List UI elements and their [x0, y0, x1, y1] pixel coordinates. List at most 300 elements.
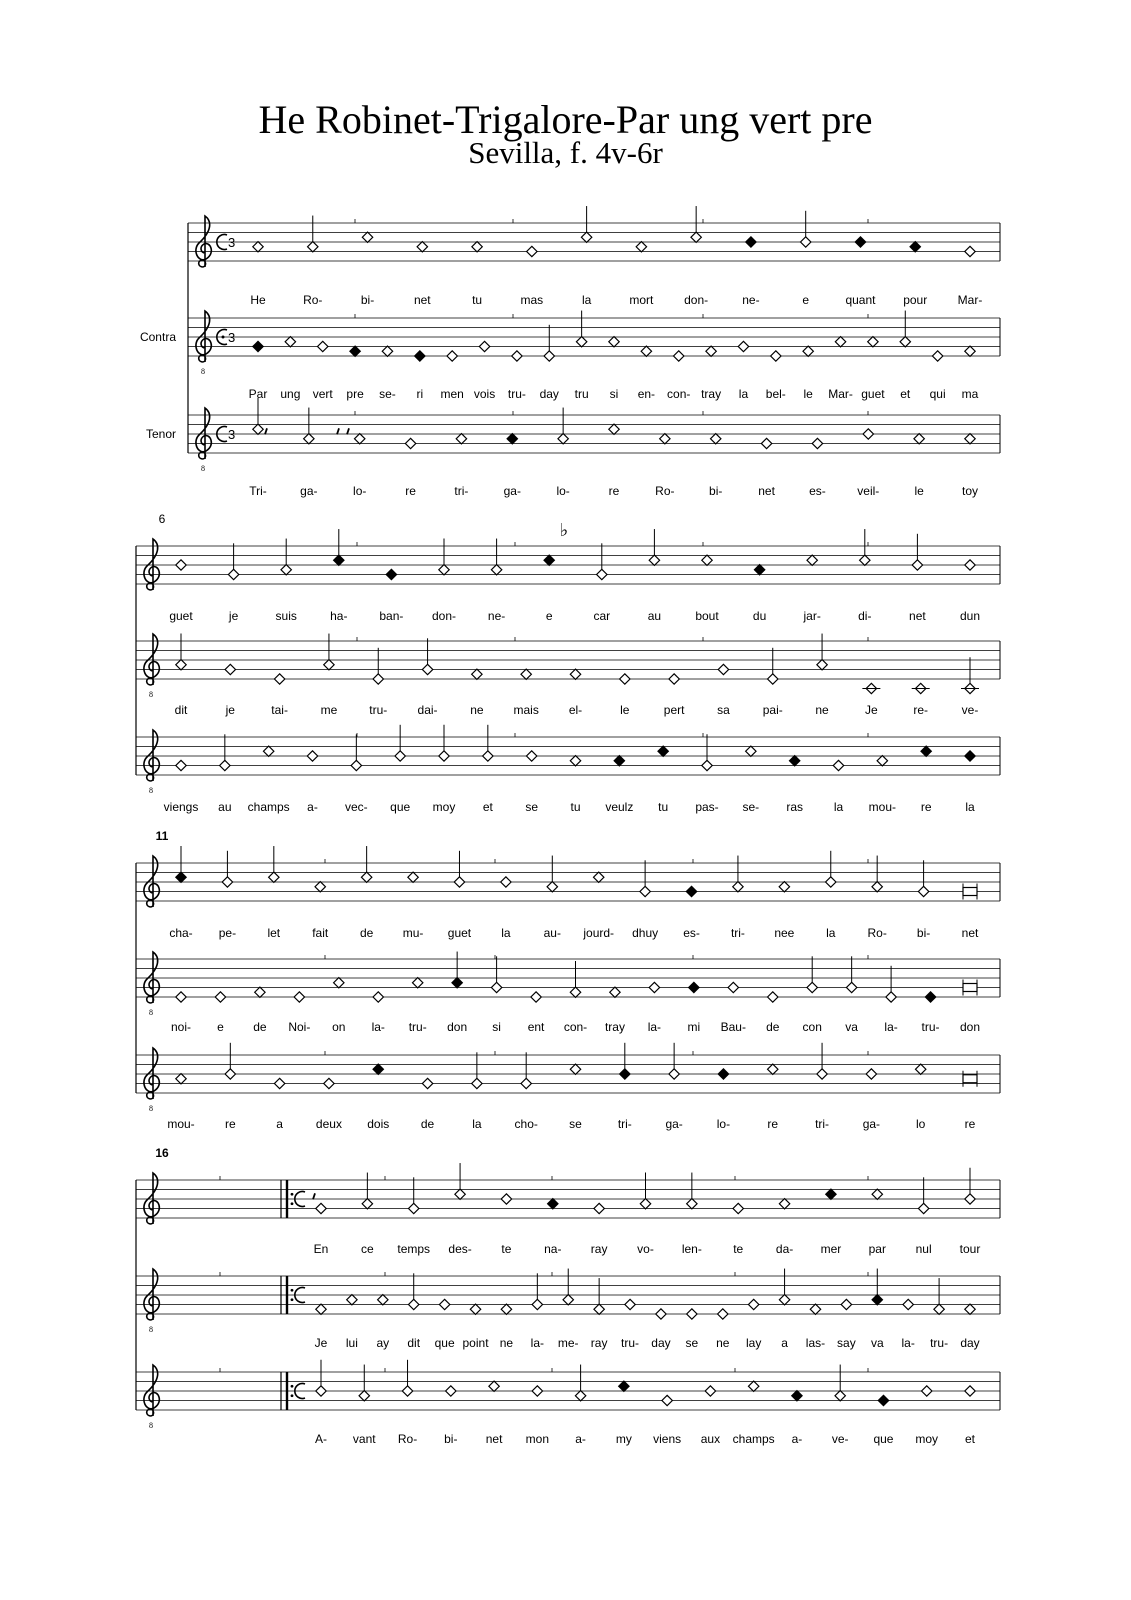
- lyric-line: [171, 1020, 980, 1034]
- note: [491, 956, 501, 992]
- note: [620, 674, 630, 684]
- note: [687, 1173, 697, 1209]
- note: [812, 438, 822, 448]
- note: [324, 634, 334, 670]
- repeat-dot: [291, 1298, 294, 1301]
- note: [965, 346, 975, 356]
- octave-eight-mark: 8: [149, 690, 153, 699]
- treble-clef-icon: [196, 216, 211, 267]
- lyric-syllable: ga-: [862, 1117, 881, 1131]
- lyric-syllable: point: [462, 1336, 489, 1350]
- note: [669, 674, 679, 684]
- lyric-syllable: ga-: [665, 1117, 683, 1131]
- note: [581, 206, 591, 242]
- lyric-syllable: pas-: [695, 800, 719, 814]
- note: [934, 1278, 944, 1314]
- lyric-syllable: noi-: [170, 1020, 192, 1034]
- repeat-dot: [291, 1385, 294, 1388]
- note: [408, 872, 418, 882]
- lyric-syllable: tai-: [271, 703, 288, 717]
- note: [689, 982, 699, 992]
- note: [315, 882, 325, 892]
- note: [718, 664, 728, 674]
- note: [625, 1299, 635, 1309]
- lyric-syllable: tru-: [921, 1020, 940, 1034]
- note: [761, 438, 771, 448]
- lyric-syllable: lui: [345, 1336, 358, 1350]
- lyric-syllable: ban-: [379, 609, 404, 623]
- lyric-line: [250, 293, 982, 307]
- note: [253, 242, 263, 252]
- lyric-syllable: tri-: [454, 484, 469, 498]
- note: [439, 725, 449, 761]
- note: [918, 860, 928, 896]
- note: [176, 760, 186, 770]
- note: [912, 683, 930, 693]
- note: [649, 529, 659, 565]
- note: [228, 543, 238, 579]
- lyric-syllable: ne: [499, 1336, 514, 1350]
- lyric-syllable: ent: [527, 1020, 545, 1034]
- octave-eight-mark: 8: [201, 367, 205, 376]
- lyric-syllable: lo-: [716, 1117, 731, 1131]
- octave-eight-mark: 8: [201, 464, 205, 473]
- note: [422, 638, 432, 674]
- note: [833, 760, 843, 770]
- note: [597, 543, 607, 579]
- lyric-syllable: pour: [903, 293, 928, 307]
- lyric-syllable: quant: [845, 293, 876, 307]
- lyric-syllable: a-: [575, 1432, 586, 1446]
- lyric-syllable: deux: [315, 1117, 342, 1131]
- note: [789, 756, 799, 766]
- staff: [136, 959, 1000, 997]
- octave-eight-mark: 8: [149, 1421, 153, 1430]
- note: [316, 1203, 326, 1213]
- note: [334, 529, 344, 565]
- voice-label: Tenor: [145, 427, 176, 441]
- lyric-syllable: e: [217, 1020, 224, 1034]
- note: [382, 346, 392, 356]
- lyric-syllable: net: [909, 609, 926, 623]
- lyric-syllable: Ro-: [655, 484, 675, 498]
- lyric-syllable: va: [870, 1336, 884, 1350]
- note: [810, 1304, 820, 1314]
- note: [860, 529, 870, 565]
- lyric-syllable: pai-: [762, 703, 783, 717]
- note: [817, 634, 827, 670]
- lyric-syllable: la: [472, 1117, 482, 1131]
- note: [222, 851, 232, 887]
- lyric-syllable: re: [964, 1117, 976, 1131]
- note: [532, 1386, 542, 1396]
- lyric-syllable: vo-: [637, 1242, 654, 1256]
- flat-icon: ♭: [559, 520, 569, 541]
- lyric-syllable: He: [250, 293, 266, 307]
- note: [925, 992, 935, 1002]
- lyric-syllable: ha-: [330, 609, 348, 623]
- note: [841, 1299, 851, 1309]
- treble-clef-icon: [144, 730, 159, 795]
- lyric-syllable: tri-: [617, 1117, 632, 1131]
- lyric-syllable: et: [964, 1432, 976, 1446]
- lyric-syllable: car: [593, 609, 611, 623]
- lyric-syllable: vec-: [344, 800, 368, 814]
- note: [263, 746, 273, 756]
- note: [395, 725, 405, 761]
- note: [768, 992, 778, 1002]
- lyric-line: [164, 800, 975, 814]
- lyric-syllable: tru-: [408, 1020, 427, 1034]
- note: [269, 846, 279, 882]
- note: [702, 734, 712, 770]
- lyric-syllable: A-: [315, 1432, 327, 1446]
- note: [544, 325, 554, 361]
- lyric-syllable: dit: [407, 1336, 421, 1350]
- lyric-syllable: te: [501, 1242, 512, 1256]
- lyric-syllable: re: [224, 1117, 236, 1131]
- staff: [188, 318, 1000, 356]
- note: [409, 1273, 419, 1309]
- note: [176, 560, 186, 570]
- lyric-syllable: guet: [861, 387, 885, 401]
- lyric-syllable: tru-: [369, 703, 388, 717]
- svg-text:3: 3: [228, 235, 236, 250]
- lyric-syllable: Par: [248, 387, 268, 401]
- note: [576, 311, 586, 347]
- note: [563, 1269, 573, 1305]
- lyric-line: [167, 1117, 975, 1131]
- repeat-dot: [291, 1193, 294, 1196]
- note: [656, 1309, 666, 1319]
- note: [733, 856, 743, 892]
- lyric-syllable: cho-: [514, 1117, 538, 1131]
- lyric-line: [249, 387, 979, 401]
- measure-number: 6: [158, 512, 166, 526]
- lyric-syllable: nul: [915, 1242, 932, 1256]
- lyric-syllable: ras: [786, 800, 804, 814]
- note: [439, 1299, 449, 1309]
- lyric-syllable: aux: [700, 1432, 721, 1446]
- lyric-syllable: le: [620, 703, 630, 717]
- lyric-syllable: len-: [681, 1242, 702, 1256]
- note: [636, 242, 646, 252]
- treble-clef-icon: [144, 952, 159, 1003]
- lyric-syllable: jar-: [803, 609, 821, 623]
- note: [324, 1078, 334, 1088]
- lyric-syllable: na-: [544, 1242, 562, 1256]
- note: [640, 1173, 650, 1209]
- note: [350, 346, 360, 356]
- note: [746, 237, 756, 247]
- lyric-syllable: don: [959, 1020, 981, 1034]
- lyric-syllable: net: [758, 484, 775, 498]
- lyric-syllable: ce: [361, 1242, 374, 1256]
- lyric-syllable: se: [525, 800, 539, 814]
- note: [702, 555, 712, 565]
- lyric-syllable: si: [609, 387, 619, 401]
- note: [402, 1360, 412, 1396]
- lyric-syllable: que: [434, 1336, 455, 1350]
- note: [274, 1078, 284, 1088]
- treble-clef-icon: [144, 856, 159, 907]
- lyric-syllable: viens: [653, 1432, 682, 1446]
- note: [807, 956, 817, 992]
- note: [285, 337, 295, 347]
- lyric-syllable: don-: [684, 293, 709, 307]
- lyric-syllable: je: [228, 609, 239, 623]
- note: [609, 337, 619, 347]
- lyric-syllable: say: [837, 1336, 856, 1350]
- note: [255, 987, 265, 997]
- lyric-syllable: Bau-: [720, 1020, 746, 1034]
- note: [373, 648, 383, 684]
- lyric-syllable: guet: [169, 609, 193, 623]
- note: [878, 1395, 888, 1405]
- lyric-syllable: tu: [570, 800, 581, 814]
- note: [687, 1309, 697, 1319]
- lyric-syllable: ne: [716, 1336, 730, 1350]
- lyric-syllable: mu-: [402, 926, 424, 940]
- lyric-syllable: que: [873, 1432, 894, 1446]
- note: [386, 569, 396, 579]
- lyric-syllable: ve-: [961, 703, 979, 717]
- lyric-syllable: tray: [604, 1020, 625, 1034]
- note: [746, 746, 756, 756]
- note: [316, 1304, 326, 1314]
- lyric-line: [315, 1432, 976, 1446]
- voice-label: Contra: [139, 330, 176, 344]
- note: [800, 211, 810, 247]
- lyric-syllable: Je: [865, 703, 878, 717]
- note: [415, 351, 425, 361]
- note: [965, 751, 975, 761]
- note: [176, 992, 186, 1002]
- note: [521, 669, 531, 679]
- note: [748, 1381, 758, 1391]
- note: [792, 1391, 802, 1401]
- note: [619, 1381, 629, 1391]
- lyric-syllable: qui: [929, 387, 946, 401]
- note: [544, 555, 554, 565]
- lyric-syllable: de: [766, 1020, 780, 1034]
- source-subtitle: Sevilla, f. 4v-6r: [468, 135, 663, 170]
- lyric-syllable: nee: [774, 926, 795, 940]
- lyric-syllable: ne-: [487, 609, 506, 623]
- lyric-syllable: con-: [667, 387, 691, 401]
- rest-icon: [313, 1193, 315, 1199]
- note: [501, 1194, 511, 1204]
- lyric-syllable: tru-: [621, 1336, 640, 1350]
- note: [594, 1203, 604, 1213]
- note: [470, 1304, 480, 1314]
- lyric-syllable: ma: [961, 387, 979, 401]
- lyric-syllable: a: [276, 1117, 283, 1131]
- note: [456, 434, 466, 444]
- lyric-syllable: re: [920, 800, 932, 814]
- lyric-syllable: vant: [352, 1432, 376, 1446]
- lyric-syllable: la: [581, 293, 592, 307]
- note: [362, 232, 372, 242]
- note: [705, 1386, 715, 1396]
- lyric-syllable: tru: [574, 387, 589, 401]
- treble-clef-icon: [144, 1269, 159, 1320]
- lyric-syllable: es-: [683, 926, 700, 940]
- note: [274, 674, 284, 684]
- note: [718, 1069, 728, 1079]
- lyric-syllable: bi-: [360, 293, 375, 307]
- lyric-syllable: a-: [791, 1432, 803, 1446]
- note: [176, 1074, 186, 1084]
- note: [318, 341, 328, 351]
- note: [872, 856, 882, 892]
- lyric-syllable: e: [545, 609, 553, 623]
- lyric-syllable: ne: [815, 703, 829, 717]
- note: [373, 1064, 383, 1074]
- lyric-syllable: mort: [629, 293, 654, 307]
- note: [547, 856, 557, 892]
- note: [965, 434, 975, 444]
- lyric-syllable: e: [802, 293, 810, 307]
- svg-text:3: 3: [228, 330, 236, 345]
- note: [846, 956, 856, 992]
- note: [355, 434, 365, 444]
- lyric-syllable: bi-: [444, 1432, 458, 1446]
- lyric-syllable: el-: [568, 703, 583, 717]
- lyric-syllable: la-: [647, 1020, 662, 1034]
- note: [706, 346, 716, 356]
- lyric-syllable: ne-: [742, 293, 760, 307]
- note: [903, 1299, 913, 1309]
- lyric-syllable: ne: [470, 703, 484, 717]
- note: [771, 351, 781, 361]
- staff: [188, 223, 1000, 261]
- note: [294, 992, 304, 1002]
- note: [803, 346, 813, 356]
- note: [405, 438, 415, 448]
- note: [649, 982, 659, 992]
- octave-eight-mark: 8: [149, 786, 153, 795]
- lyric-syllable: En: [313, 1242, 329, 1256]
- note: [558, 408, 568, 444]
- note: [176, 634, 186, 670]
- note: [738, 341, 748, 351]
- note: [900, 311, 910, 347]
- note: [526, 751, 536, 761]
- lyric-syllable: sa: [717, 703, 730, 717]
- note: [479, 341, 489, 351]
- note: [768, 1064, 778, 1074]
- note: [826, 1189, 836, 1199]
- note: [316, 1360, 326, 1396]
- lyric-syllable: lo-: [556, 484, 570, 498]
- lyric-syllable: la-: [530, 1336, 545, 1350]
- note: [963, 980, 977, 996]
- note: [447, 351, 457, 361]
- lyric-syllable: a-: [307, 800, 318, 814]
- measure-number: 11: [155, 829, 169, 843]
- note: [361, 846, 371, 882]
- lyric-syllable: temps: [397, 1242, 431, 1256]
- note: [594, 872, 604, 882]
- lyric-syllable: la: [501, 926, 511, 940]
- note: [351, 734, 361, 770]
- note: [507, 434, 517, 444]
- lyric-syllable: es-: [809, 484, 826, 498]
- note: [660, 434, 670, 444]
- note: [307, 751, 317, 761]
- note: [779, 1199, 789, 1209]
- lyric-syllable: le: [803, 387, 813, 401]
- note: [452, 952, 462, 988]
- note: [378, 1295, 388, 1305]
- lyric-line: [169, 609, 980, 623]
- note: [961, 657, 979, 693]
- lyric-syllable: di-: [858, 609, 872, 623]
- note: [711, 434, 721, 444]
- note: [548, 1199, 558, 1209]
- lyric-syllable: fait: [312, 926, 329, 940]
- lyric-line: [169, 926, 979, 940]
- note: [872, 1269, 882, 1305]
- note: [807, 555, 817, 565]
- lyric-syllable: ung: [280, 387, 301, 401]
- lyric-syllable: tru-: [930, 1336, 949, 1350]
- lyric-syllable: mais: [513, 703, 539, 717]
- note: [686, 886, 696, 896]
- lyric-syllable: dois: [367, 1117, 390, 1131]
- lyric-line: [175, 703, 979, 717]
- note: [359, 1365, 369, 1401]
- lyric-syllable: Ro-: [867, 926, 887, 940]
- note: [489, 1381, 499, 1391]
- lyric-syllable: Ro-: [303, 293, 323, 307]
- lyric-syllable: mon: [525, 1432, 550, 1446]
- treble-clef-icon: [196, 311, 211, 362]
- lyric-syllable: tu: [472, 293, 483, 307]
- note: [965, 1168, 975, 1204]
- lyric-syllable: la-: [371, 1020, 385, 1034]
- lyric-syllable: la: [965, 800, 975, 814]
- lyric-syllable: net: [485, 1432, 503, 1446]
- repeat-dot: [291, 1289, 294, 1292]
- note: [965, 560, 975, 570]
- note: [669, 1043, 679, 1079]
- note: [914, 434, 924, 444]
- note: [674, 351, 684, 361]
- note: [575, 1365, 585, 1401]
- note: [868, 337, 878, 347]
- lyric-syllable: veil-: [857, 484, 880, 498]
- lyric-syllable: on: [332, 1020, 346, 1034]
- note: [863, 429, 873, 439]
- lyric-syllable: dai-: [417, 703, 438, 717]
- note: [640, 860, 650, 896]
- note: [610, 987, 620, 997]
- note: [413, 978, 423, 988]
- lyric-syllable: en-: [637, 387, 656, 401]
- lyric-syllable: Mar-: [828, 387, 853, 401]
- note: [527, 246, 537, 256]
- note: [455, 1163, 465, 1199]
- repeat-dot: [291, 1394, 294, 1397]
- rest-icon: [347, 428, 349, 434]
- lyric-syllable: la: [738, 387, 749, 401]
- note: [176, 846, 186, 882]
- lyric-syllable: tru-: [507, 387, 526, 401]
- note: [866, 1069, 876, 1079]
- octave-eight-mark: 8: [149, 1104, 153, 1113]
